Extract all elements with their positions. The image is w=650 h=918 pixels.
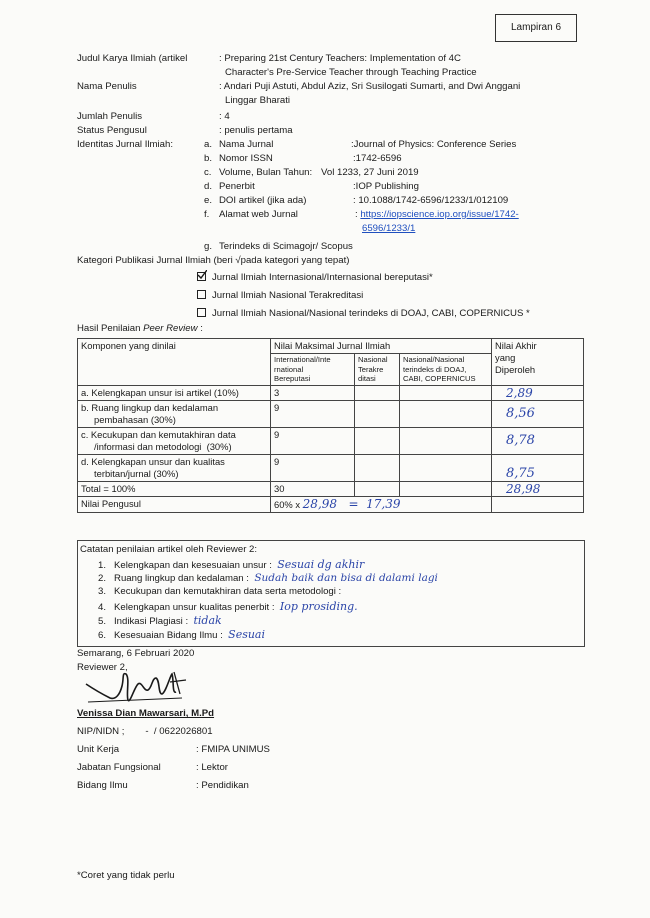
kategori-option-3[interactable] xyxy=(197,307,530,319)
jumlah-label: Jumlah Penulis xyxy=(77,111,143,122)
kategori-label-3: Jurnal Ilmiah Nasional/Nasional terindeks di DOAJ, CABI, COPERNICUS * xyxy=(212,308,530,319)
identitas-key-f: f. xyxy=(204,209,210,220)
place-date: Semarang, 6 Februari 2020 xyxy=(77,648,195,659)
pengusul-label: Nilai Pengusul xyxy=(78,496,271,512)
nip-label: NIP/NIDN ; xyxy=(77,726,125,737)
jabatan-value: : Lektor xyxy=(196,762,228,773)
jabatan-label: Jabatan Fungsional xyxy=(77,762,161,773)
subheader-doaj: Nasional/Nasional terindeks di DOAJ, CABI, COPERNICUS xyxy=(400,354,492,386)
identitas-key-c: c. xyxy=(204,167,212,178)
kategori-option-1[interactable] xyxy=(197,271,433,283)
signature-icon xyxy=(82,664,192,708)
jumlah-value: : 4 xyxy=(219,111,230,122)
row-score: 8,78 xyxy=(492,427,584,454)
row-label: a. Kelengkapan unsur isi artikel (10%) xyxy=(78,385,271,400)
identitas-value-b: :1742-6596 xyxy=(353,153,402,164)
subheader-internasional: International/Inte rnational Bereputasi xyxy=(271,354,355,386)
identitas-key-b: b. xyxy=(204,153,213,164)
judul-label: Judul Karya Ilmiah (artikel xyxy=(77,53,188,64)
checkbox-internasional[interactable] xyxy=(197,272,206,281)
table-row xyxy=(78,454,584,481)
kategori-option-2[interactable] xyxy=(197,289,363,301)
checkbox-terakreditasi[interactable] xyxy=(197,290,206,299)
table-row xyxy=(78,385,584,400)
penulis-value-line2: Linggar Bharati xyxy=(225,95,291,106)
penulis-label: Nama Penulis xyxy=(77,81,137,92)
header-nilai-maks: Nilai Maksimal Jurnal Ilmiah xyxy=(271,339,492,354)
identitas-label-c: Volume, Bulan Tahun: xyxy=(219,167,313,178)
table-total-row xyxy=(78,481,584,496)
lampiran-box xyxy=(495,14,577,42)
unit-value: : FMIPA UNIMUS xyxy=(196,744,270,755)
nip-value: - / 0622026801 xyxy=(140,726,213,737)
jurnal-web-link-1[interactable]: https://iopscience.iop.org/issue/1742- xyxy=(360,209,519,220)
score-table xyxy=(77,338,584,513)
row-score: 8,75 xyxy=(492,454,584,481)
bidang-value: : Pendidikan xyxy=(196,780,249,791)
catatan-item: 2. Ruang lingkup dan kedalaman : Sudah baik dan bisa di dalami lagi xyxy=(98,572,438,584)
identitas-value-d: :IOP Publishing xyxy=(353,181,419,192)
row-max: 9 xyxy=(271,427,355,454)
total-label: Total = 100% xyxy=(78,481,271,496)
header-nilai-akhir: Nilai Akhir yang Diperoleh xyxy=(492,339,584,386)
identitas-value-f: : xyxy=(355,209,361,220)
identitas-label-a: Nama Jurnal xyxy=(219,139,274,150)
identitas-key-a: a. xyxy=(204,139,213,150)
judul-value-line2: Character's Pre-Service Teacher through Teaching Practice xyxy=(225,67,477,78)
status-label: Status Pengusul xyxy=(77,125,147,136)
identitas-value-c: Vol 1233, 27 Juni 2019 xyxy=(321,167,419,178)
bidang-label: Bidang Ilmu xyxy=(77,780,128,791)
penulis-value-line1: : Andari Puji Astuti, Abdul Aziz, Sri Susilogati Sumarti, and Dwi Anggani xyxy=(219,81,521,92)
subheader-nasional: Nasional Terakre ditasi xyxy=(355,354,400,386)
judul-value-line1: : Preparing 21st Century Teachers: Implementation of 4C xyxy=(219,53,461,64)
row-max: 3 xyxy=(271,385,355,400)
identitas-label: Identitas Jurnal Ilmiah: xyxy=(77,139,173,150)
identitas-key-e: e. xyxy=(204,195,213,206)
row-max: 9 xyxy=(271,454,355,481)
total-score: 28,98 xyxy=(492,481,584,496)
catatan-item: 6. Kesesuaian Bidang Ilmu : Sesuai xyxy=(98,628,266,641)
identitas-label-g: Terindeks di Scimagojr/ Scopus xyxy=(219,241,353,252)
check-icon xyxy=(197,270,207,280)
header-komponen: Komponen yang dinilai xyxy=(78,339,271,386)
kategori-label-1: Jurnal Ilmiah Internasional/Internasional bereputasi* xyxy=(212,272,433,283)
identitas-label-e: DOI artikel (jika ada) xyxy=(219,195,307,206)
row-max: 9 xyxy=(271,400,355,427)
catatan-item: 5. Indikasi Plagiasi : tidak xyxy=(98,614,222,627)
row-score: 8,56 xyxy=(492,400,584,427)
table-row xyxy=(78,400,584,427)
identitas-key-d: d. xyxy=(204,181,213,192)
catatan-item: 1. Kelengkapan dan kesesuaian unsur : Sesuai dg akhir xyxy=(98,558,365,571)
identitas-label-b: Nomor ISSN xyxy=(219,153,273,164)
table-pengusul-row xyxy=(78,496,584,512)
identitas-value-e: : 10.1088/1742-6596/1233/1/012109 xyxy=(353,195,509,206)
hasil-title: Hasil Penilaian Peer Review : xyxy=(77,323,203,334)
reviewer-name: Venissa Dian Mawarsari, M.Pd xyxy=(77,708,215,719)
row-label: b. Ruang lingkup dan kedalaman pembahasan (30%) xyxy=(78,400,271,427)
checkbox-doaj[interactable] xyxy=(197,308,206,317)
footnote: *Coret yang tidak perlu xyxy=(77,870,175,881)
identitas-label-f: Alamat web Jurnal xyxy=(219,209,298,220)
catatan-title: Catatan penilaian artikel oleh Reviewer 2: xyxy=(80,544,258,555)
row-score: 2,89 xyxy=(492,385,584,400)
reviewer-label: Reviewer 2, xyxy=(77,662,128,673)
unit-label: Unit Kerja xyxy=(77,744,120,755)
catatan-item: 3. Kecukupan dan kemutakhiran data serta metodologi : xyxy=(98,586,342,597)
catatan-item: 4. Kelengkapan unsur kualitas penerbit : Iop prosiding. xyxy=(98,600,358,613)
total-max: 30 xyxy=(271,481,355,496)
identitas-key-g: g. xyxy=(204,241,213,252)
row-label: d. Kelengkapan unsur dan kualitas terbitan/jurnal (30%) xyxy=(78,454,271,481)
identitas-value-a: :Journal of Physics: Conference Series xyxy=(351,139,517,150)
identitas-label-d: Penerbit xyxy=(219,181,255,192)
lampiran-label: Lampiran 6 xyxy=(510,22,562,33)
catatan-box xyxy=(77,540,585,647)
row-label: c. Kecukupan dan kemutakhiran data /informasi dan metodologi (30%) xyxy=(78,427,271,454)
jurnal-web-link-2[interactable]: 6596/1233/1 xyxy=(362,223,416,234)
kategori-label-2: Jurnal Ilmiah Nasional Terakreditasi xyxy=(212,290,364,301)
table-header-row xyxy=(78,339,584,354)
kategori-title: Kategori Publikasi Jurnal Ilmiah (beri √pada kategori yang tepat) xyxy=(77,255,350,266)
pengusul-formula: 60% x 28,98 = 17,39 xyxy=(271,496,492,512)
table-row xyxy=(78,427,584,454)
status-value: : penulis pertama xyxy=(219,125,293,136)
